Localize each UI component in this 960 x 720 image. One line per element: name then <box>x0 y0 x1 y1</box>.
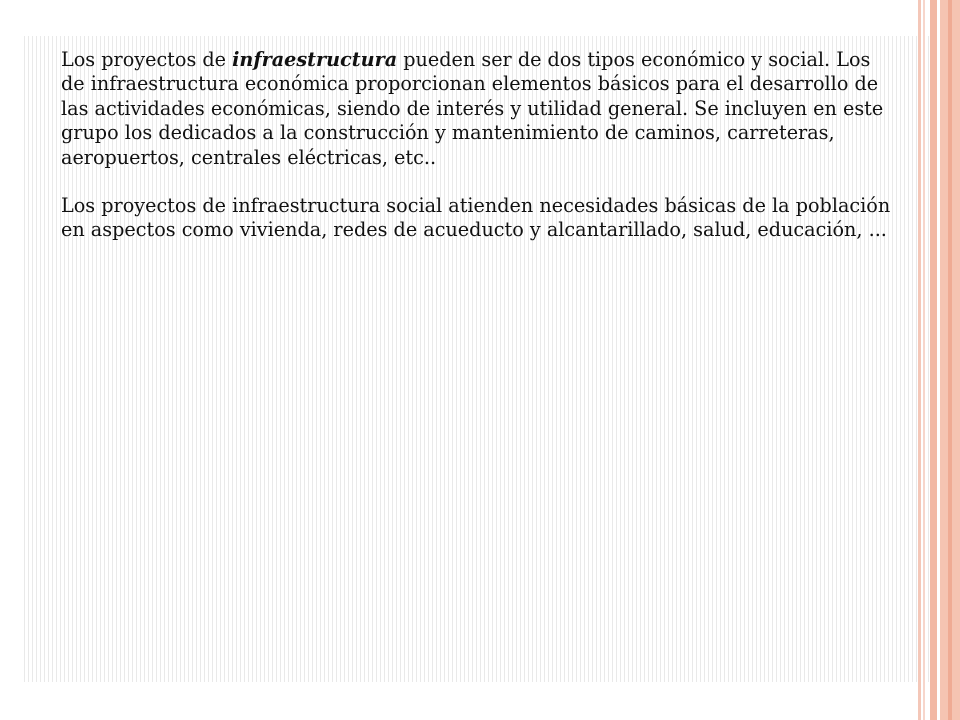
paragraph-economic-infrastructure <box>61 48 891 170</box>
paragraph-1-lead: Los proyectos de <box>61 48 233 71</box>
slide-body-text <box>61 48 891 267</box>
emphasized-term: infraestructura <box>232 48 398 71</box>
stripe <box>948 0 952 720</box>
paragraph-1-rest: pueden ser de dos tipos económico y social. Los de infraestructura económica proporcionan elementos básicos para el desarrollo de las actividades económicas, siendo de interés y utilidad general. Se incluyen en este grupo los dedicados a la construcción y mantenimiento de caminos, carreteras, aeropuertos, centrales eléctricas, etc.. <box>61 48 884 169</box>
stripe <box>918 0 921 720</box>
paragraph-social-infrastructure: Los proyectos de infraestructura social atienden necesidades básicas de la población en aspectos como vivienda, redes de acueducto y alcantarillado, salud, educación, ... <box>61 194 891 242</box>
stripe <box>923 0 925 720</box>
stripe <box>930 0 937 720</box>
decorative-right-stripes <box>918 0 960 720</box>
